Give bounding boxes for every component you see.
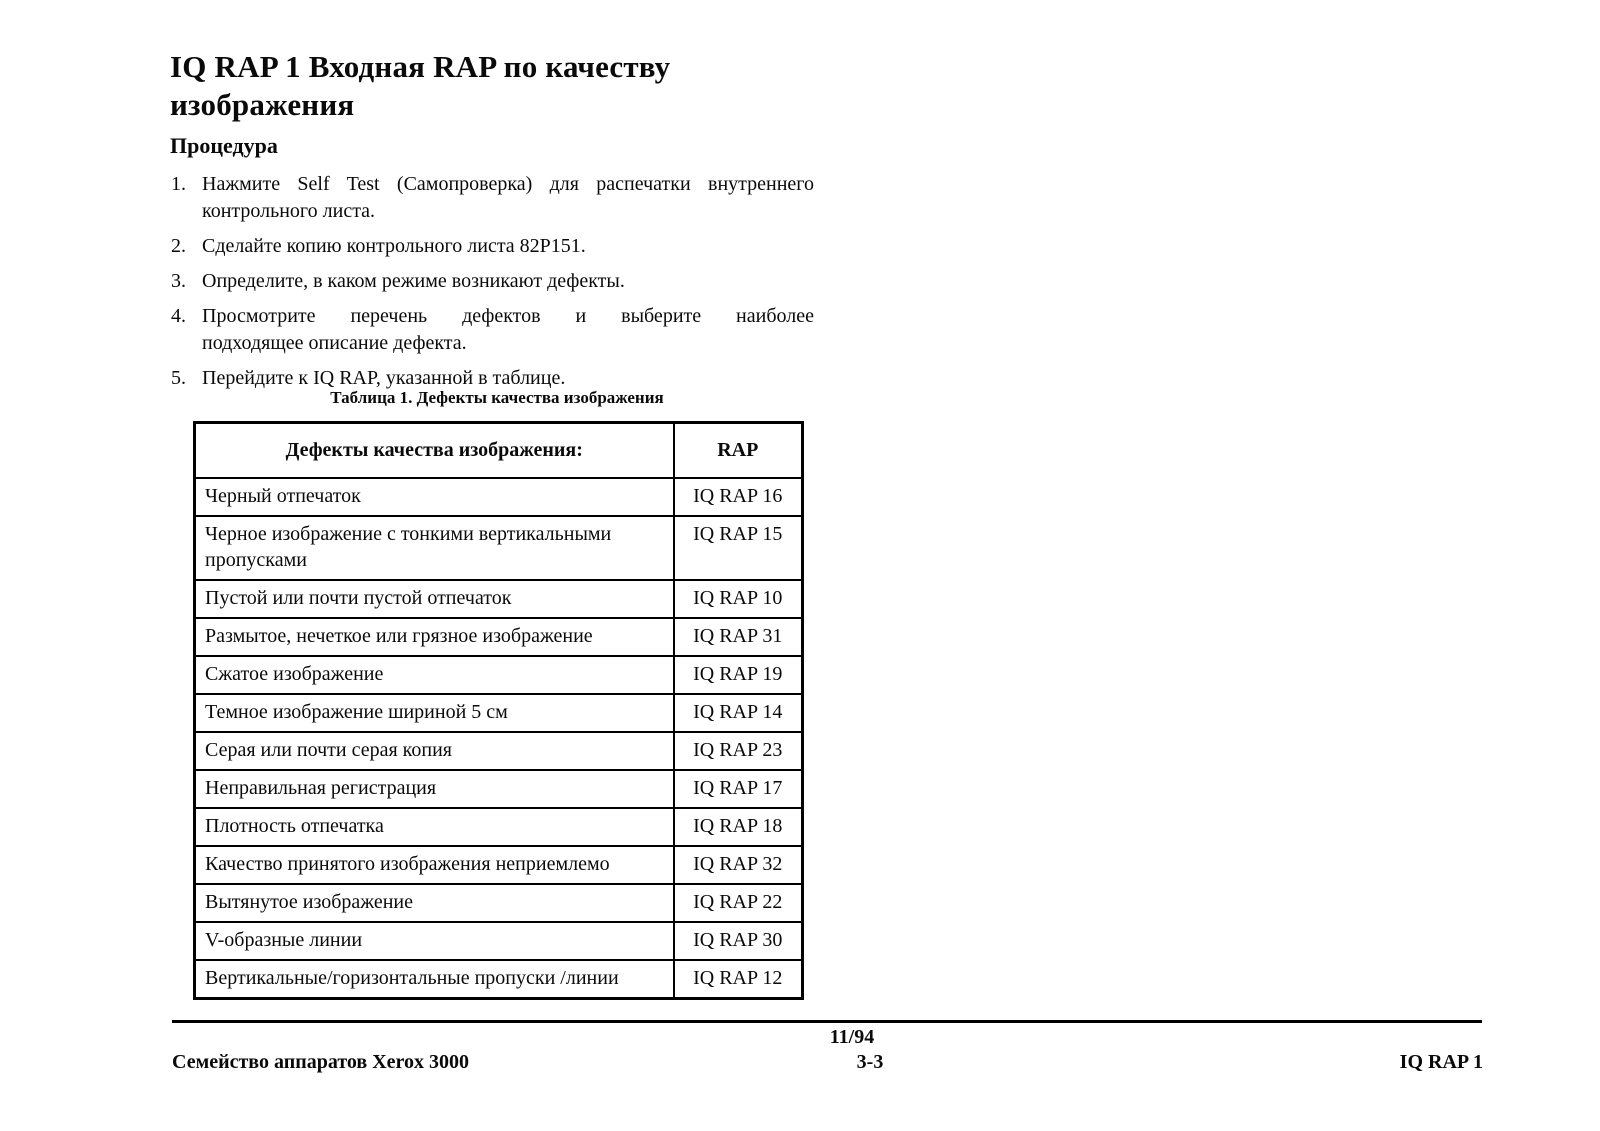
table-row <box>195 960 803 999</box>
footer-page-number: 3-3 <box>856 1051 884 1073</box>
procedure-step <box>170 171 814 225</box>
page-title-line2: изображения <box>170 87 355 122</box>
table-header-row <box>195 423 803 479</box>
defect-cell: Серая или почти серая копия <box>195 732 674 770</box>
rap-cell: IQ RAP 22 <box>674 884 803 922</box>
defect-cell: Черный отпечаток <box>195 478 674 516</box>
rap-cell: IQ RAP 17 <box>674 770 803 808</box>
procedure-steps <box>170 171 814 400</box>
table-row <box>195 656 803 694</box>
table-row <box>195 808 803 846</box>
defect-cell: Черное изображение с тонкими вертикальными пропусками <box>195 516 674 580</box>
table-row <box>195 884 803 922</box>
defect-cell: Размытое, нечеткое или грязное изображение <box>195 618 674 656</box>
table-row <box>195 732 803 770</box>
table-row <box>195 516 803 580</box>
footer-product-name: Семейство аппаратов Xerox 3000 <box>172 1051 470 1073</box>
page-title <box>170 48 670 124</box>
defect-cell: Плотность отпечатка <box>195 808 674 846</box>
rap-cell: IQ RAP 19 <box>674 656 803 694</box>
rap-cell: IQ RAP 23 <box>674 732 803 770</box>
step-number: 4. <box>171 305 186 327</box>
procedure-step <box>170 268 814 295</box>
step-number: 3. <box>171 270 186 292</box>
defect-cell: Вытянутое изображение <box>195 884 674 922</box>
defect-cell: Сжатое изображение <box>195 656 674 694</box>
rap-cell: IQ RAP 15 <box>674 516 803 580</box>
procedure-step <box>170 303 814 357</box>
defect-cell: V-образные линии <box>195 922 674 960</box>
rap-cell: IQ RAP 32 <box>674 846 803 884</box>
defect-cell: Неправильная регистрация <box>195 770 674 808</box>
defect-cell: Темное изображение шириной 5 см <box>195 694 674 732</box>
rap-cell: IQ RAP 18 <box>674 808 803 846</box>
table-row <box>195 846 803 884</box>
defect-cell: Качество принятого изображения неприемлемо <box>195 846 674 884</box>
footer-divider-line <box>172 1020 1482 1023</box>
defects-table <box>193 421 804 1000</box>
step-text-line: Перейдите к IQ RAP, указанной в таблице. <box>202 367 566 389</box>
rap-cell: IQ RAP 10 <box>674 580 803 618</box>
step-text-line: Определите, в каком режиме возникают дефекты. <box>202 270 625 292</box>
rap-cell: IQ RAP 14 <box>674 694 803 732</box>
table-row <box>195 580 803 618</box>
step-text-line: Просмотрите перечень дефектов и выберите наиболее <box>202 305 814 327</box>
defect-cell: Вертикальные/горизонтальные пропуски /линии <box>195 960 674 999</box>
step-number: 2. <box>171 235 186 257</box>
step-text-line: Нажмите Self Test (Самопроверка) для распечатки внутреннего <box>202 173 814 195</box>
step-number: 1. <box>171 173 186 195</box>
section-heading: Процедура <box>170 133 278 158</box>
table-row <box>195 922 803 960</box>
table-row <box>195 478 803 516</box>
rap-column-header: RAP <box>674 423 803 479</box>
footer-date: 11/94 <box>829 1026 875 1048</box>
rap-cell: IQ RAP 16 <box>674 478 803 516</box>
step-text-line: подходящее описание дефекта. <box>202 332 467 354</box>
step-text-line: Сделайте копию контрольного листа 82P151. <box>202 235 586 257</box>
page-title-line1: IQ RAP 1 Входная RAP по качеству <box>170 49 671 84</box>
table-row <box>195 694 803 732</box>
step-number: 5. <box>171 367 186 389</box>
rap-cell: IQ RAP 31 <box>674 618 803 656</box>
rap-cell: IQ RAP 30 <box>674 922 803 960</box>
table-row <box>195 618 803 656</box>
footer-rap-label: IQ RAP 1 <box>1399 1051 1483 1073</box>
rap-cell: IQ RAP 12 <box>674 960 803 999</box>
procedure-step <box>170 233 814 260</box>
step-text-line: контрольного листа. <box>202 200 376 222</box>
defects-column-header: Дефекты качества изображения: <box>195 423 674 479</box>
table-caption: Таблица 1. Дефекты качества изображения <box>330 388 664 407</box>
table-row <box>195 770 803 808</box>
defect-cell: Пустой или почти пустой отпечаток <box>195 580 674 618</box>
